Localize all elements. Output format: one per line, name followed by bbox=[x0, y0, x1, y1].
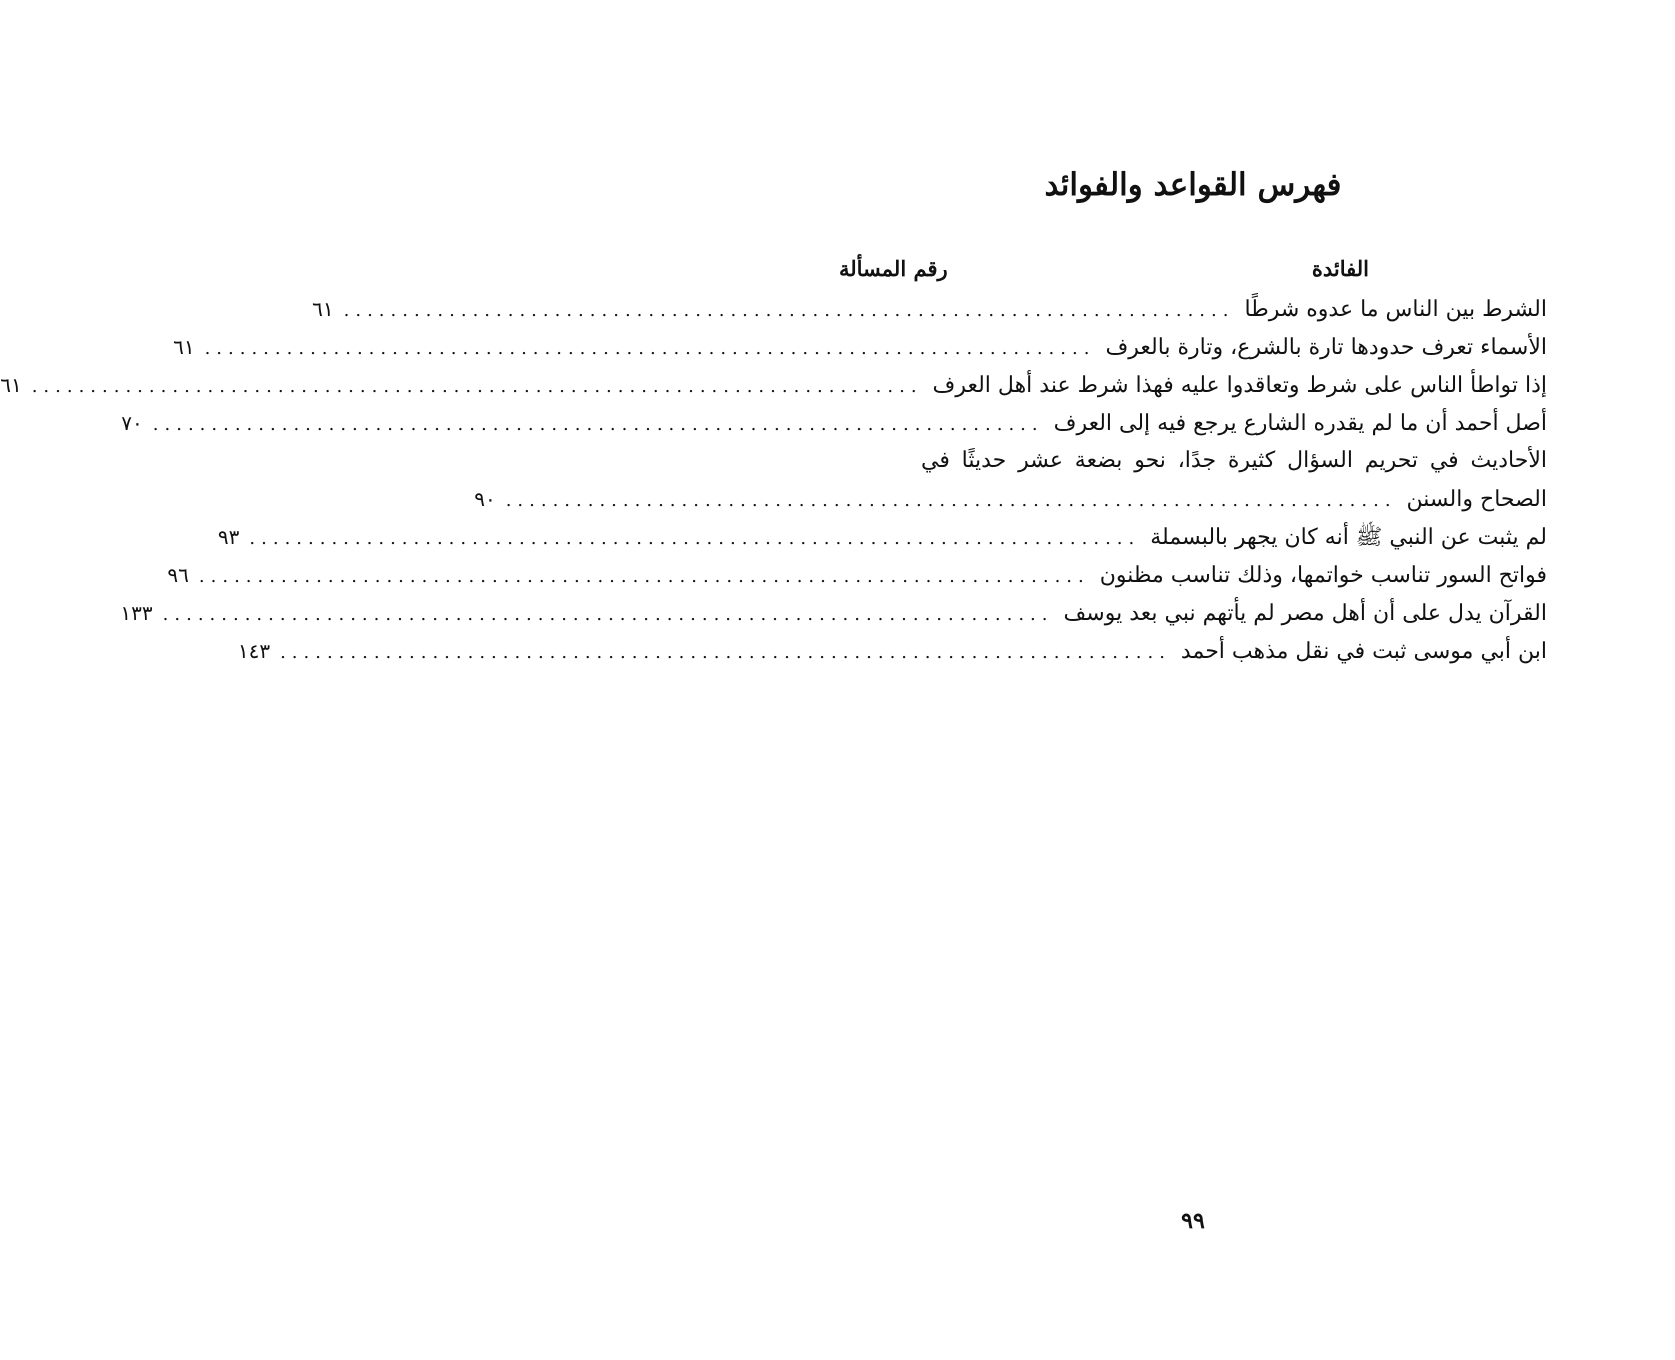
entry-text: إذا تواطأ الناس على شرط وتعاقدوا عليه فهذا شرط عند أهل العرف bbox=[932, 373, 1547, 398]
benefit-column-header: الفائدة bbox=[1311, 256, 1369, 281]
dot-leader: ............................................................................ bbox=[152, 414, 1044, 435]
dot-leader: ............................................................................ bbox=[280, 642, 1171, 663]
dot-leader: ............................................................................ bbox=[505, 490, 1397, 511]
entry-number: ١٣٣ bbox=[120, 601, 153, 625]
entry-number: ٦١ bbox=[0, 373, 22, 397]
table-header bbox=[839, 254, 1547, 290]
entry-number: ٩٣ bbox=[217, 525, 240, 549]
entry-number: ٩٦ bbox=[167, 563, 189, 587]
dot-leader: ............................................................................ bbox=[204, 338, 1096, 359]
entry-number: ٦١ bbox=[173, 335, 195, 359]
index-entry bbox=[217, 518, 1547, 556]
index-entry-continuation bbox=[474, 480, 1547, 518]
dot-leader: ............................................................................ bbox=[249, 528, 1141, 549]
entry-text: الشرط بين الناس ما عدوه شرطًا bbox=[1244, 297, 1547, 322]
entry-text: لم يثبت عن النبي ﷺ أنه كان يجهر بالبسملة bbox=[1150, 525, 1547, 550]
entry-text: أصل أحمد أن ما لم يقدره الشارع يرجع فيه إلى العرف bbox=[1053, 411, 1547, 436]
entry-text: فواتح السور تناسب خواتمها، وذلك تناسب مظنون bbox=[1099, 563, 1547, 588]
index-entry bbox=[173, 328, 1547, 366]
dot-leader: ............................................................................ bbox=[31, 376, 923, 397]
entry-number: ١٤٣ bbox=[237, 639, 271, 663]
dot-leader: ............................................................................ bbox=[162, 604, 1054, 625]
entry-number: ٧٠ bbox=[121, 411, 143, 435]
entry-text: القرآن يدل على أن أهل مصر لم يأتهم نبي بعد يوسف bbox=[1063, 601, 1547, 626]
entry-number: ٦١ bbox=[312, 297, 334, 321]
entry-text: ابن أبي موسى ثبت في نقل مذهب أحمد bbox=[1180, 639, 1547, 664]
page-number: ٩٩ bbox=[1181, 1208, 1205, 1234]
index-table bbox=[0, 254, 1547, 670]
index-entry bbox=[237, 632, 1547, 670]
index-entry bbox=[120, 594, 1547, 632]
index-entry-first-line bbox=[839, 442, 1547, 480]
entry-text: الصحاح والسنن bbox=[1406, 487, 1547, 512]
dot-leader: ............................................................................ bbox=[198, 566, 1090, 587]
dot-leader: ............................................................................ bbox=[343, 300, 1235, 321]
entry-text: الأسماء تعرف حدودها تارة بالشرع، وتارة بالعرف bbox=[1105, 335, 1547, 360]
number-column-header: رقم المسألة bbox=[839, 256, 948, 281]
entry-text: الأحاديث في تحريم السؤال كثيرة جدًا، نحو بضعة عشر حديثًا في bbox=[921, 448, 1547, 473]
page-title: فهرس القواعد والفوائد bbox=[1044, 167, 1342, 203]
entry-number: ٩٠ bbox=[474, 487, 496, 511]
index-entry bbox=[312, 290, 1547, 328]
index-entry bbox=[0, 366, 1547, 404]
index-entry bbox=[167, 556, 1547, 594]
index-entry bbox=[121, 404, 1547, 442]
